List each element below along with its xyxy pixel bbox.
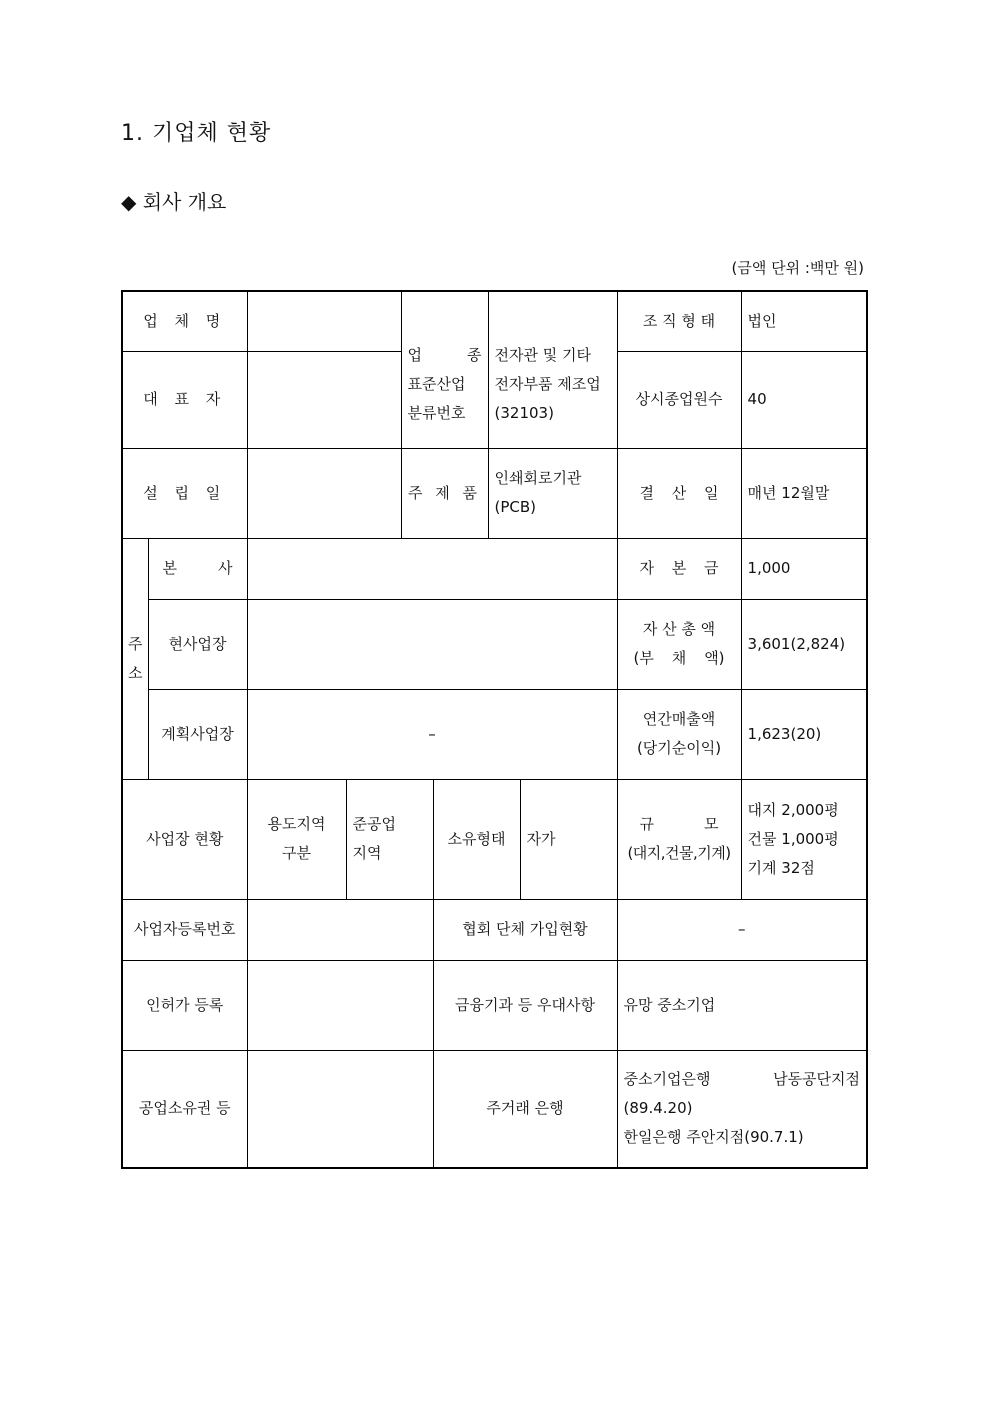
value-association: – [617,899,867,960]
label-scale: 규 모 (대지,건물,기계) [617,779,741,899]
label-ip-rights: 공업소유권 등 [122,1050,247,1168]
value-main-bank: 중소기업은행 남동공단지점 (89.4.20) 한일은행 주안지점(90.7.1) [617,1050,867,1168]
value-assets: 3,601(2,824) [741,599,867,689]
value-ownership: 자가 [520,779,617,899]
value-scale: 대지 2,000평 건물 1,000평 기계 32점 [741,779,867,899]
value-employees: 40 [741,351,867,448]
value-settlement: 매년 12월말 [741,448,867,538]
label-address: 주 소 [122,538,148,779]
company-overview-table [121,290,868,1169]
label-main-product: 주 제 품 [401,448,488,538]
label-financial-pref: 금융기과 등 우대사항 [433,960,617,1050]
label-company-name: 업 체 명 [122,291,247,351]
label-permits: 인허가 등록 [122,960,247,1050]
label-biz-reg-no: 사업자등록번호 [122,899,247,960]
label-capital: 자 본 금 [617,538,741,599]
page-title: 1. 기업체 현황 [121,121,272,146]
label-employees: 상시종업원수 [617,351,741,448]
section-title: ◆ 회사 개요 [121,190,227,214]
label-industry: 업 종 표준산업 분류번호 [401,291,488,448]
value-capital: 1,000 [741,538,867,599]
label-site-status: 사업장 현황 [122,779,247,899]
label-sales: 연간매출액 (당기순이익) [617,689,741,779]
value-industry: 전자관 및 기타 전자부품 제조업 (32103) [488,291,617,448]
unit-note: (금액 단위 :백만 원) [731,259,864,277]
label-zoning: 용도지역 구분 [247,779,346,899]
value-hq [247,538,617,599]
label-founded: 설 립 일 [122,448,247,538]
value-ip-rights [247,1050,433,1168]
value-current-site [247,599,617,689]
value-biz-reg-no [247,899,433,960]
value-org-type: 법인 [741,291,867,351]
value-sales: 1,623(20) [741,689,867,779]
value-representative [247,351,401,448]
value-founded [247,448,401,538]
label-planned-site: 계획사업장 [148,689,247,779]
value-planned-site: – [247,689,617,779]
label-current-site: 현사업장 [148,599,247,689]
label-hq: 본 사 [148,538,247,599]
label-ownership: 소유형태 [433,779,520,899]
label-settlement: 결 산 일 [617,448,741,538]
label-association: 협회 단체 가입현황 [433,899,617,960]
value-permits [247,960,433,1050]
label-representative: 대 표 자 [122,351,247,448]
value-zoning: 준공업 지역 [346,779,433,899]
label-main-bank: 주거래 은행 [433,1050,617,1168]
value-financial-pref: 유망 중소기업 [617,960,867,1050]
label-org-type: 조 직 형 태 [617,291,741,351]
value-main-product: 인쇄회로기관 (PCB) [488,448,617,538]
value-company-name [247,291,401,351]
label-assets: 자 산 총 액 (부 채 액) [617,599,741,689]
